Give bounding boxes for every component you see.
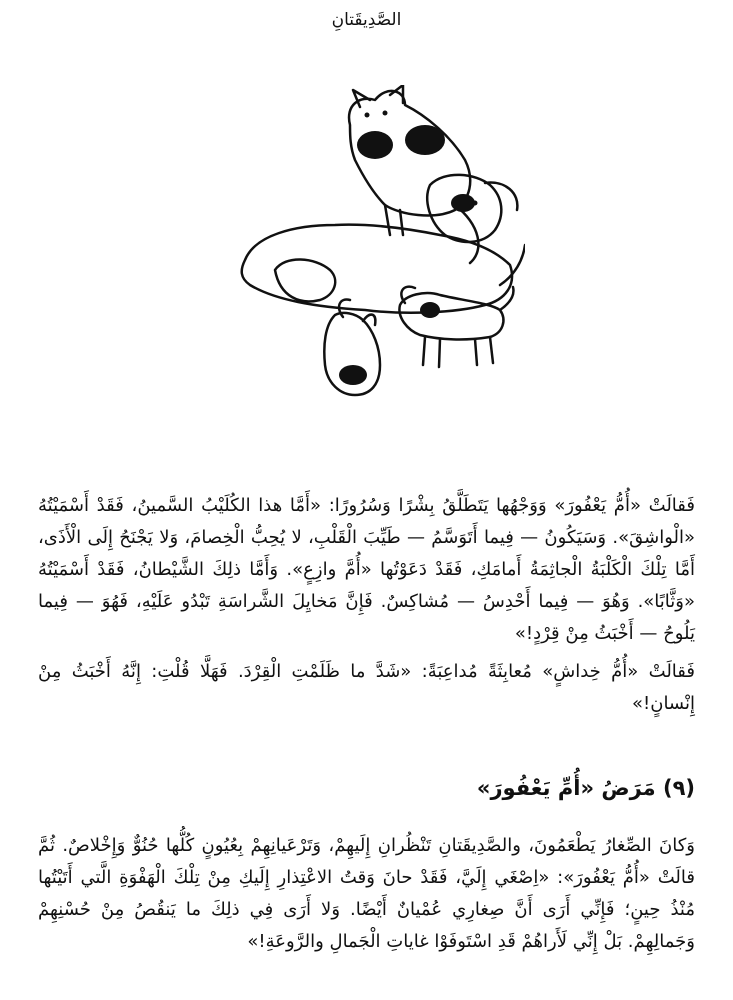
paragraph: وَكانَ الصِّغارُ يَطْعَمُونَ، والصَّدِيقَتانِ تَنْظُرانِ إِلَيهِمْ، وَتَرْعَيانِهِمْ بِعُيُونٍ كُلُّها حُنُوٌّ وَإِخْلاصٌ. ثُمَّ قالَتْ «أُمُّ يَعْفُورَ»: «اِصْغَي إِلَيَّ، فَقَدْ حانَ وَقتُ الاعْتِذارِ إِلَيكِ مِنْ تِلْكَ الْهَفْوَةِ الَّتي أَتَيْتُها مُنْذُ حِينٍ؛ فَإِنِّي أَرَى أَنَّ صِغارِي عُمْيانٌ أَيْضًا. وَلا أَرَى فِي ذلِكَ ما يَنقُصُ مِنْ حُسْنِهِمْ وَجَمالِهِمْ. بَلْ إِنِّي لَأَراهُمْ قَدِ اسْتَوفَوْا غاياتِ الْجَمالِ والرَّوعَةِ!» xyxy=(38,835,695,952)
paragraph: فَقالَتْ «أُمُّ يَعْفُورَ» وَوَجْهُها يَتَطَلَّقُ بِشْرًا وَسُرُورًا: «أَمَّا هذا الكُلَيْبُ السَّمينُ، فَقَدْ أَسْمَيْتُهُ «الْواشِقَ». وَسَيَكُونُ — فِيما أَتَوَسَّمُ — طَيِّبَ الْقَلْبِ، لا يُحِبُّ الْخِصامَ، وَلا يَجْنَحُ إِلَى الْأَذَى، أَمَّا تِلْكَ الْكَلْبَةُ الْجاثِمَةُ أَمامَكِ، فَقَدْ دَعَوْتُها «أُمَّ وازِعٍ». وَأَمَّا ذلِكَ الشَّيْطانُ، فَقَدْ أَسْمَيْتُهُ «وَثَّابًا». وَهُوَ — فِيما أَحْدِسُ — مُشاكِسٌ. فَإِنَّ مَخايِلَ الشَّراسَةِ تَبْدُو عَلَيْهِ، فَهُوَ — فِيما يَلُوحُ — أَخْبَثُ مِنْ قِرْدٍ!» xyxy=(38,495,695,644)
page-title: الصَّدِيقَتانِ xyxy=(331,10,402,30)
story-section-1 xyxy=(38,490,695,720)
cat-and-dogs-illustration-icon xyxy=(225,85,525,420)
paragraph: فَقالَتْ «أُمُّ خِداشٍ» مُعابِثَةً مُداعِبَةً: «شَدَّ ما ظَلَمْتِ الْقِرْدَ. فَهَلَّا قُلْتِ: إِنَّهُ أَخْبَثُ مِنْ إِنْسانٍ!» xyxy=(38,661,695,714)
section-heading: (٩) مَرَضُ «أُمِّ يَعْفُورَ» xyxy=(476,776,695,800)
story-section-2 xyxy=(38,830,695,958)
